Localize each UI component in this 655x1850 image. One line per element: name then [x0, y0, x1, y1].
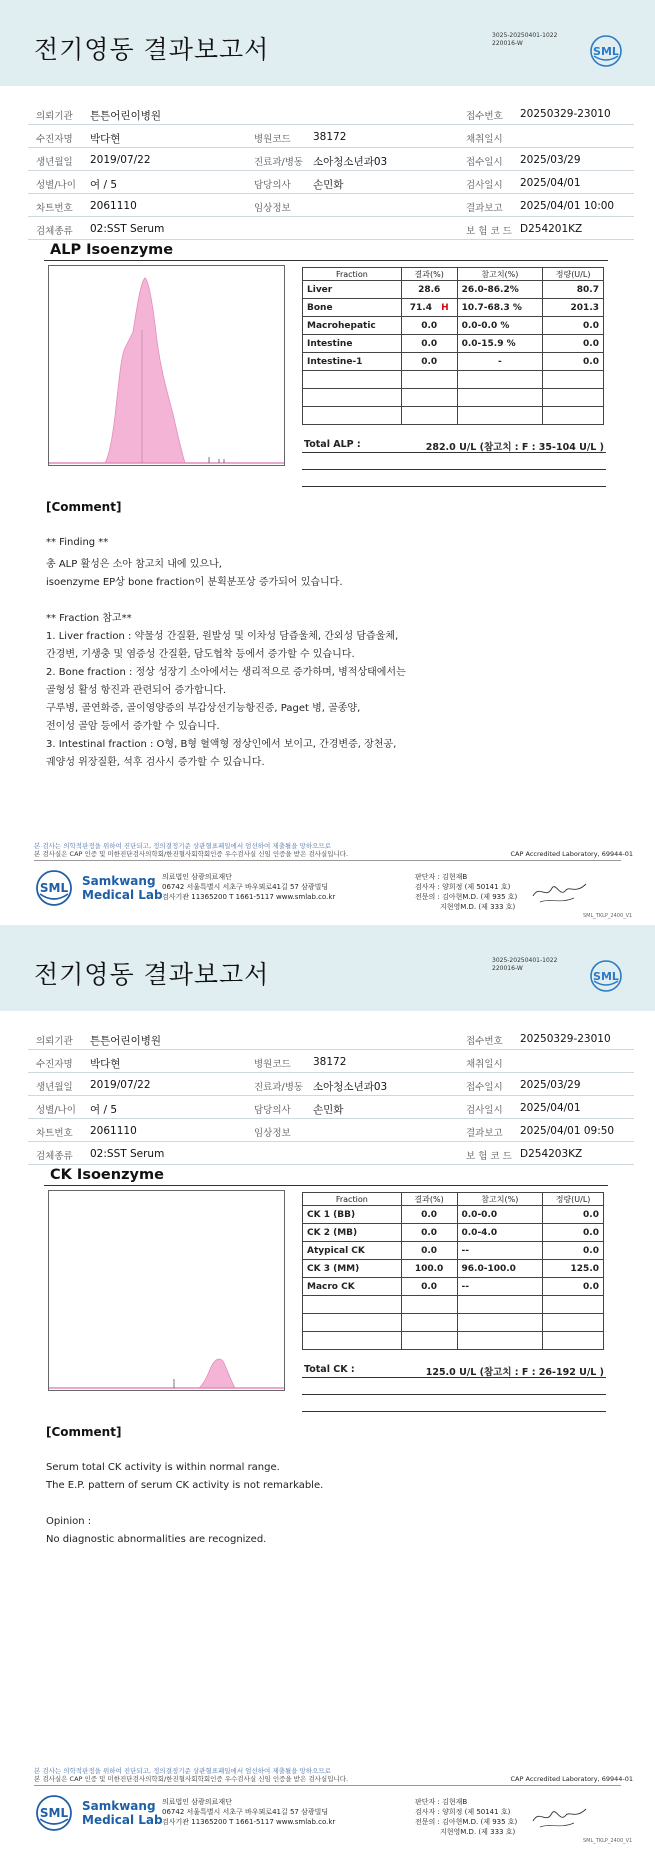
test-date-label: 검사일시: [466, 180, 503, 191]
footer-note-line1: 본 검사는 의학적판정을 위하여 진단되고, 정의결정기준 상관혈표패일에서 엄선하여 제출될을 망하으므로: [34, 1767, 331, 1775]
chart-no-value: 2061110: [90, 1125, 137, 1137]
svg-text:SML: SML: [39, 881, 69, 895]
sex-age-label: 성별/나이: [36, 1105, 76, 1116]
comment-body: [46, 1462, 323, 1552]
total-line: [302, 452, 606, 453]
fraction-result: 100.0: [401, 1260, 457, 1278]
empty-cell: [401, 389, 457, 407]
table-row: [303, 371, 604, 389]
info-row: [28, 171, 634, 194]
info-row: [28, 1096, 634, 1119]
empty-cell: [303, 1314, 402, 1332]
receipt-date-value: 2025/03/29: [520, 1079, 581, 1091]
empty-cell: [457, 1332, 543, 1350]
col-quant: 정량(U/L): [543, 268, 604, 281]
empty-cell: [401, 1314, 457, 1332]
chart-no-label: 차트번호: [36, 203, 73, 214]
staff-line: 전문의 : 김아현M.D. (제 935 호): [415, 893, 518, 901]
sml-logo-icon: [589, 959, 623, 993]
table-row: [303, 1278, 604, 1296]
fraction-name: Bone: [303, 299, 402, 317]
staff-line: 판단자 : 김현재B: [415, 1798, 468, 1806]
hospital-code-value: 38172: [313, 1056, 347, 1068]
cap-accreditation: CAP Accredited Laboratory, 69944-01: [510, 850, 633, 858]
total-row: [304, 1364, 604, 1378]
comment-line: 궤양성 위장질환, 석후 검사시 증가할 수 있습니다.: [46, 757, 265, 768]
staff-line: 전문의 : 김아현M.D. (제 935 호): [415, 1818, 518, 1826]
results-table: [302, 1192, 604, 1350]
fraction-ref: 0.0-4.0: [457, 1224, 543, 1242]
receipt-date-value: 2025/03/29: [520, 154, 581, 166]
hospital-code-value: 38172: [313, 131, 347, 143]
empty-cell: [401, 407, 457, 425]
report-code-line2: 220016-W: [492, 40, 523, 47]
empty-cell: [543, 407, 604, 425]
sex-age-label: 성별/나이: [36, 180, 76, 191]
receipt-no-label: 접수번호: [466, 111, 503, 122]
info-row: [28, 102, 634, 125]
doctor-label: 담당의사: [254, 180, 291, 191]
info-row: [28, 1050, 634, 1073]
sml-logo-icon: [589, 34, 623, 68]
footer-note: [34, 1767, 348, 1783]
empty-cell: [303, 407, 402, 425]
fraction-ref: 10.7-68.3 %: [457, 299, 543, 317]
fraction-name: CK 1 (BB): [303, 1206, 402, 1224]
barcode-value: D254203KZ: [520, 1148, 583, 1160]
footer-divider: [34, 1785, 621, 1786]
patient-label: 수진자명: [36, 1059, 73, 1070]
fraction-result: 0.0: [401, 1224, 457, 1242]
dob-label: 생년월일: [36, 157, 73, 168]
specimen-value: 02:SST Serum: [90, 223, 165, 235]
barcode-label: 보 험 코 드: [466, 226, 512, 237]
table-row: [303, 389, 604, 407]
electrophoresis-curve: [49, 266, 284, 465]
fraction-quant: 0.0: [543, 353, 604, 371]
org-address: [162, 872, 335, 902]
fraction-quant: 0.0: [543, 1278, 604, 1296]
fraction-quant: 0.0: [543, 1242, 604, 1260]
fraction-name: Liver: [303, 281, 402, 299]
cap-accreditation: CAP Accredited Laboratory, 69944-01: [510, 1775, 633, 1783]
empty-cell: [457, 371, 543, 389]
clinical-label: 임상정보: [254, 1128, 291, 1139]
result-value: 71.4: [409, 302, 432, 313]
col-fraction: Fraction: [303, 1193, 402, 1206]
org-name-line1: Samkwang: [82, 1799, 156, 1813]
form-code: SML_TKLP_2400_V1: [583, 913, 633, 919]
table-row: [303, 335, 604, 353]
fraction-name: Intestine-1: [303, 353, 402, 371]
empty-cell: [457, 1314, 543, 1332]
collect-date-label: 채취일시: [466, 1059, 503, 1070]
report-date-label: 결과보고: [466, 1128, 503, 1139]
specimen-value: 02:SST Serum: [90, 1148, 165, 1160]
addr-line: 의료법인 삼광의료재단: [162, 1798, 232, 1806]
comment-line: 구루병, 골연화증, 골이영양증의 부갑상선기능항진증, Paget 병, 골종양,: [46, 703, 361, 714]
sex-age-value: 여 / 5: [90, 179, 118, 191]
samkwang-logo-icon: [34, 1793, 74, 1833]
specimen-label: 검체종류: [36, 226, 73, 237]
fraction-quant: 0.0: [543, 1224, 604, 1242]
empty-cell: [543, 389, 604, 407]
receipt-date-label: 접수일시: [466, 157, 503, 168]
comment-line: 간경변, 기생충 및 염증성 간질환, 담도협착 등에서 증가할 수 있습니다.: [46, 649, 355, 660]
receipt-date-label: 접수일시: [466, 1082, 503, 1093]
svg-text:SML: SML: [39, 1806, 69, 1820]
report-code-line1: 3025-20250401-1022: [492, 957, 558, 964]
info-row: [28, 217, 634, 240]
result-value: 0.0: [421, 320, 438, 331]
fraction-quant: 201.3: [543, 299, 604, 317]
report-code-line2: 220016-W: [492, 965, 523, 972]
dob-label: 생년월일: [36, 1082, 73, 1093]
col-result: 결과(%): [401, 1193, 457, 1206]
specimen-label: 검체종류: [36, 1151, 73, 1162]
table-row: [303, 1224, 604, 1242]
doctor-label: 담당의사: [254, 1105, 291, 1116]
org-address: [162, 1797, 335, 1827]
total-value: 282.0 U/L (참고치 : F : 35-104 U/L ): [425, 442, 604, 453]
report-date-label: 결과보고: [466, 203, 503, 214]
fraction-ref: 0.0-0.0 %: [457, 317, 543, 335]
col-ref: 참고치(%): [457, 268, 543, 281]
patient-value: 박다현: [90, 1058, 121, 1070]
total-line: [302, 1394, 606, 1395]
comment-line: ** Fraction 참고**: [46, 613, 132, 624]
info-row: [28, 1073, 634, 1096]
doctor-value: 손민화: [313, 1104, 344, 1116]
report-date-value: 2025/04/01 10:00: [520, 200, 615, 212]
patient-info: [28, 1027, 634, 1165]
electrophoresis-chart: [48, 265, 285, 466]
signature-icon: [530, 1801, 590, 1831]
table-row: [303, 317, 604, 335]
table-row: [303, 281, 604, 299]
fraction-result: 0.0: [401, 1242, 457, 1260]
fraction-name: CK 2 (MB): [303, 1224, 402, 1242]
empty-cell: [401, 1332, 457, 1350]
footer-note-line2: 본 검사실은 CAP 인증 및 미한진단검사의학회/한진혈사회학회인증 우수검사실 신임 인증을 받은 검사실입니다.: [34, 850, 349, 858]
dob-value: 2019/07/22: [90, 154, 151, 166]
comment-line: Opinion :: [46, 1516, 92, 1527]
comment-line: 3. Intestinal fraction : O형, B형 혈액형 정상인에서 보이고, 간경변증, 장천공,: [46, 739, 397, 750]
empty-cell: [401, 371, 457, 389]
institution-label: 의뢰기관: [36, 1036, 73, 1047]
staff-line: 지현영M.D. (제 333 호): [440, 903, 516, 911]
footer-divider: [34, 860, 621, 861]
org-name-line2: Medical Lab: [82, 1813, 163, 1827]
receipt-no-value: 20250329-23010: [520, 108, 611, 120]
info-row: [28, 1027, 634, 1050]
addr-line: 검사기관 11365200 T 1661-5117 www.smlab.co.kr: [162, 1818, 336, 1826]
total-label: Total ALP :: [304, 439, 361, 450]
section-title: ALP Isoenzyme: [50, 242, 174, 258]
fraction-quant: 0.0: [543, 335, 604, 353]
samkwang-logo-icon: [34, 868, 74, 908]
col-quant: 정량(U/L): [543, 1193, 604, 1206]
comment-line: 총 ALP 활성은 소아 참고치 내에 있으나,: [46, 559, 222, 570]
result-value: 0.0: [421, 356, 438, 367]
test-date-label: 검사일시: [466, 1105, 503, 1116]
clinical-label: 임상정보: [254, 203, 291, 214]
hospital-code-label: 병원코드: [254, 134, 291, 145]
footer-note-line1: 본 검사는 의학적판정을 위하여 진단되고, 정의결정기준 상관혈표패일에서 엄선하여 제출될을 망하으므로: [34, 842, 331, 850]
empty-cell: [543, 1314, 604, 1332]
org-name: [82, 874, 163, 902]
comment-title: [Comment]: [46, 500, 122, 514]
table-row: [303, 1296, 604, 1314]
fraction-ref: 0.0-0.0: [457, 1206, 543, 1224]
comment-line: ** Finding **: [46, 537, 109, 548]
staff-line: 검사자 : 양희정 (제 50141 호): [415, 1808, 511, 1816]
doctor-value: 손민화: [313, 179, 344, 191]
svg-text:SML: SML: [593, 970, 619, 983]
fraction-result: [401, 317, 457, 335]
total-value: 125.0 U/L (참고치 : F : 26-192 U/L ): [425, 1367, 604, 1378]
comment-line: isoenzyme EP상 bone fraction이 분획분포상 증가되어 있습니다.: [46, 577, 343, 588]
test-date-value: 2025/04/01: [520, 177, 581, 189]
section-divider: [44, 1185, 608, 1186]
total-line: [302, 1411, 606, 1412]
institution-value: 튼튼어린이병원: [90, 1035, 162, 1047]
results-table: [302, 267, 604, 425]
receipt-no-value: 20250329-23010: [520, 1033, 611, 1045]
addr-line: 검사기관 11365200 T 1661-5117 www.smlab.co.kr: [162, 893, 336, 901]
info-row: [28, 1142, 634, 1165]
fraction-name: Macro CK: [303, 1278, 402, 1296]
table-row: [303, 1242, 604, 1260]
fraction-ref: 96.0-100.0: [457, 1260, 543, 1278]
section-divider: [44, 260, 608, 261]
sex-age-value: 여 / 5: [90, 1104, 118, 1116]
empty-cell: [303, 1332, 402, 1350]
high-flag: H: [441, 302, 449, 313]
svg-text:SML: SML: [593, 45, 619, 58]
fraction-ref: -: [457, 353, 543, 371]
report-page-ck: [0, 925, 655, 1850]
result-value: 28.6: [418, 284, 441, 295]
electrophoresis-chart: [48, 1190, 285, 1391]
comment-line: No diagnostic abnormalities are recognized.: [46, 1534, 267, 1545]
fraction-name: CK 3 (MM): [303, 1260, 402, 1278]
empty-cell: [303, 371, 402, 389]
total-row: [304, 439, 604, 453]
info-row: [28, 1119, 634, 1142]
addr-line: 의료법인 삼광의료재단: [162, 873, 232, 881]
total-line: [302, 1377, 606, 1378]
staff-list: [415, 1797, 517, 1837]
barcode-label: 보 험 코 드: [466, 1151, 512, 1162]
fraction-result: [401, 353, 457, 371]
institution-label: 의뢰기관: [36, 111, 73, 122]
comment-line: [46, 591, 406, 609]
signature-icon: [530, 876, 590, 906]
collect-date-label: 채취일시: [466, 134, 503, 145]
empty-cell: [457, 389, 543, 407]
patient-info: [28, 102, 634, 240]
dept-label: 진료과/병동: [254, 1082, 304, 1093]
empty-cell: [303, 1296, 402, 1314]
addr-line: 06742 서울특별시 서초구 바우뫼로41길 57 삼광빌딩: [162, 883, 329, 891]
fraction-ref: --: [457, 1278, 543, 1296]
empty-cell: [543, 371, 604, 389]
form-code: SML_TKLP_2400_V1: [583, 1838, 633, 1844]
report-code: [492, 32, 557, 48]
fraction-quant: 125.0: [543, 1260, 604, 1278]
fraction-ref: 26.0-86.2%: [457, 281, 543, 299]
footer-note-line2: 본 검사실은 CAP 인증 및 미한진단검사의학회/한진혈사회학회인증 우수검사실 신임 인증을 받은 검사실입니다.: [34, 1775, 349, 1783]
staff-list: [415, 872, 517, 912]
institution-value: 튼튼어린이병원: [90, 110, 162, 122]
empty-cell: [543, 1332, 604, 1350]
dept-value: 소아청소년과03: [313, 1081, 388, 1093]
fraction-result: 0.0: [401, 1206, 457, 1224]
staff-line: 지현영M.D. (제 333 호): [440, 1828, 516, 1836]
org-name: [82, 1799, 163, 1827]
fraction-quant: 80.7: [543, 281, 604, 299]
empty-cell: [303, 389, 402, 407]
empty-cell: [457, 407, 543, 425]
dept-value: 소아청소년과03: [313, 156, 388, 168]
total-line: [302, 469, 606, 470]
table-row: [303, 407, 604, 425]
report-title: 전기영동 결과보고서: [34, 35, 270, 64]
comment-line: 1. Liver fraction : 약물성 간질환, 원발성 및 이차성 담즙울체, 간외성 담즙울체,: [46, 631, 399, 642]
fraction-result: [401, 335, 457, 353]
test-date-value: 2025/04/01: [520, 1102, 581, 1114]
org-name-line2: Medical Lab: [82, 888, 163, 902]
comment-line: The E.P. pattern of serum CK activity is not remarkable.: [46, 1480, 324, 1491]
fraction-result: [401, 281, 457, 299]
comment-line: [46, 1498, 323, 1516]
table-header-row: [303, 1193, 604, 1206]
staff-line: 판단자 : 김현재B: [415, 873, 468, 881]
barcode-value: D254201KZ: [520, 223, 583, 235]
addr-line: 06742 서울특별시 서초구 바우뫼로41길 57 삼광빌딩: [162, 1808, 329, 1816]
patient-value: 박다현: [90, 133, 121, 145]
result-value: 0.0: [421, 338, 438, 349]
empty-cell: [401, 1296, 457, 1314]
report-header: [0, 925, 655, 1011]
report-title: 전기영동 결과보고서: [34, 960, 270, 989]
fraction-result: 0.0: [401, 1278, 457, 1296]
section-title: CK Isoenzyme: [50, 1167, 164, 1183]
info-row: [28, 194, 634, 217]
comment-line: 골형성 활성 항진과 관련되어 증가합니다.: [46, 685, 227, 696]
fraction-quant: 0.0: [543, 317, 604, 335]
staff-line: 검사자 : 양희정 (제 50141 호): [415, 883, 511, 891]
fraction-result: [401, 299, 457, 317]
footer-note: [34, 842, 348, 858]
comment-line: 2. Bone fraction : 정상 성장기 소아에서는 생리적으로 증가하며, 병적상태에서는: [46, 667, 406, 678]
fraction-name: Atypical CK: [303, 1242, 402, 1260]
comment-title: [Comment]: [46, 1425, 122, 1439]
electrophoresis-curve: [49, 1191, 284, 1390]
comment-body: [46, 537, 406, 771]
fraction-quant: 0.0: [543, 1206, 604, 1224]
col-result: 결과(%): [401, 268, 457, 281]
report-header: [0, 0, 655, 86]
col-fraction: Fraction: [303, 268, 402, 281]
table-row: [303, 1332, 604, 1350]
fraction-ref: 0.0-15.9 %: [457, 335, 543, 353]
report-code-line1: 3025-20250401-1022: [492, 32, 558, 39]
comment-line: Serum total CK activity is within normal range.: [46, 1462, 280, 1473]
total-line: [302, 486, 606, 487]
info-row: [28, 125, 634, 148]
chart-no-label: 차트번호: [36, 1128, 73, 1139]
report-code: [492, 957, 557, 973]
table-row: [303, 353, 604, 371]
dob-value: 2019/07/22: [90, 1079, 151, 1091]
table-row: [303, 299, 604, 317]
empty-cell: [543, 1296, 604, 1314]
col-ref: 참고치(%): [457, 1193, 543, 1206]
chart-no-value: 2061110: [90, 200, 137, 212]
info-row: [28, 148, 634, 171]
table-row: [303, 1314, 604, 1332]
receipt-no-label: 접수번호: [466, 1036, 503, 1047]
table-header-row: [303, 268, 604, 281]
hospital-code-label: 병원코드: [254, 1059, 291, 1070]
empty-cell: [457, 1296, 543, 1314]
report-date-value: 2025/04/01 09:50: [520, 1125, 615, 1137]
fraction-name: Macrohepatic: [303, 317, 402, 335]
fraction-name: Intestine: [303, 335, 402, 353]
comment-line: 전이성 골암 등에서 증가할 수 있습니다.: [46, 721, 220, 732]
patient-label: 수진자명: [36, 134, 73, 145]
table-row: [303, 1260, 604, 1278]
org-name-line1: Samkwang: [82, 874, 156, 888]
total-label: Total CK :: [304, 1364, 355, 1375]
table-row: [303, 1206, 604, 1224]
fraction-ref: --: [457, 1242, 543, 1260]
dept-label: 진료과/병동: [254, 157, 304, 168]
